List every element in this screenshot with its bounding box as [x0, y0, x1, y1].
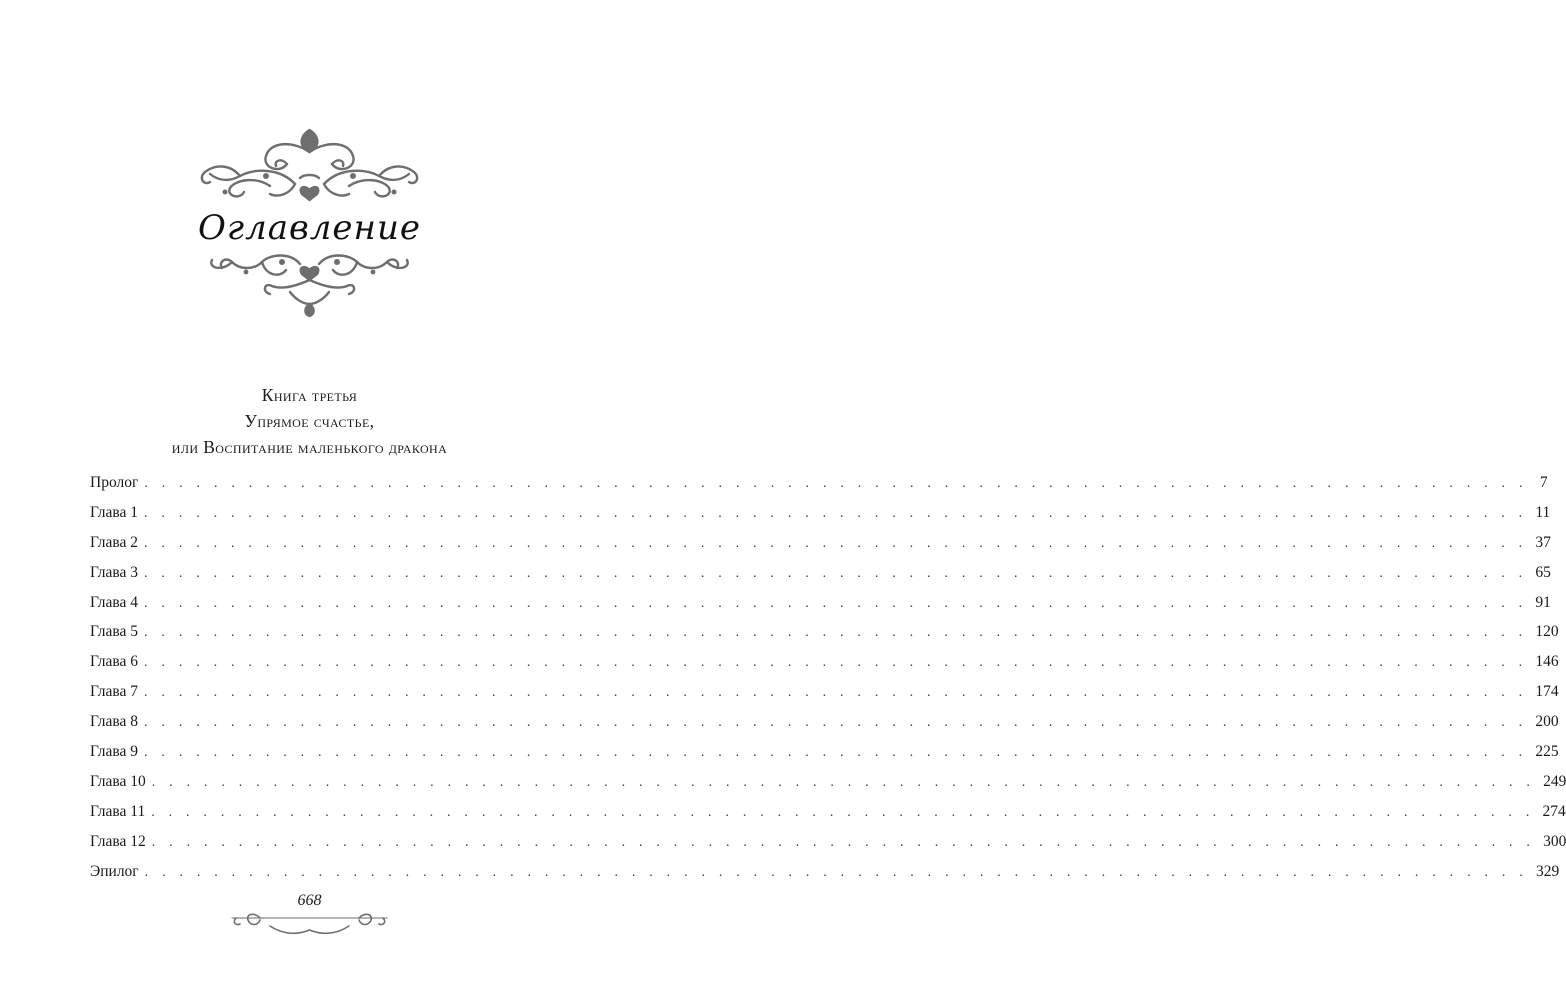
page-title: Оглавление	[198, 208, 421, 248]
toc-entry-page: 146	[1535, 653, 1559, 671]
toc-entry[interactable]	[90, 474, 1548, 504]
toc-entry-page: 7	[1539, 474, 1548, 491]
book-title: Упрямое счастье,	[244, 411, 375, 431]
toc-entry-page: 120	[1535, 623, 1559, 641]
toc-entry-label: Глава 10	[90, 772, 146, 790]
toc-entry-label: Глава 1	[90, 503, 139, 521]
top-ornament	[0, 118, 619, 210]
toc-entry-page: 225	[1535, 743, 1559, 761]
dot-leader: . . . . . . . . . . . . . . . . . . . . . . . . . . . . . . . . . . . . . . . . . . . . . . . . . . . . . . . . . . . . . . . . . . . . . . . . . . . . . . . .	[144, 476, 1528, 491]
dot-leader: . . . . . . . . . . . . . . . . . . . . . . . . . . . . . . . . . . . . . . . . . . . . . . . . . . . . . . . . . . . . . . . . . . . . . . . . . . . . . . . .	[144, 745, 1528, 761]
dot-leader: . . . . . . . . . . . . . . . . . . . . . . . . . . . . . . . . . . . . . . . . . . . . . . . . . . . . . . . . . . . . . . . . . . . . . . . . . . . . . . . .	[144, 595, 1528, 611]
toc-entry-label: Глава 3	[90, 563, 139, 581]
toc-entry-label: Глава 2	[90, 533, 139, 551]
toc-entry-page: 274	[1542, 802, 1566, 820]
toc-entry[interactable]	[90, 772, 1566, 803]
toc-entry-page: 91	[1535, 593, 1551, 611]
dot-leader: . . . . . . . . . . . . . . . . . . . . . . . . . . . . . . . . . . . . . . . . . . . . . . . . . . . . . . . . . . . . . . . . . . . . . . . . . . . . . . . .	[151, 774, 1536, 790]
toc-entry-page: 329	[1535, 862, 1560, 880]
toc-entry[interactable]	[90, 623, 1559, 653]
toc-entry[interactable]	[90, 862, 1560, 893]
dot-leader: . . . . . . . . . . . . . . . . . . . . . . . . . . . . . . . . . . . . . . . . . . . . . . . . . . . . . . . . . . . . . . . . . . . . . . . . . . . . . . . .	[151, 834, 1536, 850]
bottom-ornament	[0, 242, 619, 320]
dot-leader: . . . . . . . . . . . . . . . . . . . . . . . . . . . . . . . . . . . . . . . . . . . . . . . . . . . . . . . . . . . . . . . . . . . . . . . . . . . . . . . .	[144, 864, 1528, 880]
toc-entry-label: Глава 11	[90, 802, 146, 820]
toc-entry-label: Глава 12	[90, 832, 146, 850]
dot-leader: . . . . . . . . . . . . . . . . . . . . . . . . . . . . . . . . . . . . . . . . . . . . . . . . . . . . . . . . . . . . . . . . . . . . . . . . . . . . . . . .	[144, 655, 1528, 671]
toc-entry[interactable]	[90, 832, 1566, 863]
toc-entry-label: Глава 8	[90, 713, 139, 731]
toc-entry-label: Глава 7	[90, 683, 139, 701]
dot-leader: . . . . . . . . . . . . . . . . . . . . . . . . . . . . . . . . . . . . . . . . . . . . . . . . . . . . . . . . . . . . . . . . . . . . . . . . . . . . . . . .	[144, 625, 1528, 641]
page-number: 668	[297, 892, 322, 909]
toc-entry[interactable]	[90, 802, 1566, 833]
toc-entry[interactable]	[90, 503, 1551, 534]
toc-entry-page: 65	[1535, 563, 1551, 581]
toc-entry[interactable]	[90, 713, 1559, 743]
toc-entry[interactable]	[90, 533, 1551, 564]
toc-entry-label: Эпилог	[90, 862, 139, 880]
toc-entry[interactable]	[90, 653, 1559, 683]
toc-entry-label: Пролог	[90, 474, 139, 491]
dot-leader: . . . . . . . . . . . . . . . . . . . . . . . . . . . . . . . . . . . . . . . . . . . . . . . . . . . . . . . . . . . . . . . . . . . . . . . . . . . . . . . .	[144, 505, 1528, 521]
dot-leader: . . . . . . . . . . . . . . . . . . . . . . . . . . . . . . . . . . . . . . . . . . . . . . . . . . . . . . . . . . . . . . . . . . . . . . . . . . . . . . . .	[151, 804, 1535, 820]
dot-leader: . . . . . . . . . . . . . . . . . . . . . . . . . . . . . . . . . . . . . . . . . . . . . . . . . . . . . . . . . . . . . . . . . . . . . . . . . . . . . . . .	[144, 535, 1528, 551]
toc-entry-label: Глава 6	[90, 653, 139, 671]
toc-entry-page: 11	[1535, 503, 1551, 521]
toc-entry[interactable]	[90, 683, 1559, 713]
toc-entry-page: 174	[1535, 683, 1559, 701]
toc-entry-page: 300	[1543, 832, 1566, 850]
toc-entry-label: Глава 9	[90, 743, 139, 761]
toc-entry-page: 200	[1535, 713, 1559, 731]
toc-entry-label: Глава 4	[90, 593, 139, 611]
toc-entry[interactable]	[90, 593, 1551, 624]
dot-leader: . . . . . . . . . . . . . . . . . . . . . . . . . . . . . . . . . . . . . . . . . . . . . . . . . . . . . . . . . . . . . . . . . . . . . . . . . . . . . . . .	[144, 715, 1528, 731]
toc-entry-label: Глава 5	[90, 623, 139, 641]
toc-entry[interactable]	[90, 743, 1559, 773]
dot-leader: . . . . . . . . . . . . . . . . . . . . . . . . . . . . . . . . . . . . . . . . . . . . . . . . . . . . . . . . . . . . . . . . . . . . . . . . . . . . . . . .	[144, 685, 1528, 701]
dot-leader: . . . . . . . . . . . . . . . . . . . . . . . . . . . . . . . . . . . . . . . . . . . . . . . . . . . . . . . . . . . . . . . . . . . . . . . . . . . . . . . .	[144, 565, 1528, 581]
toc-entry-page: 37	[1535, 533, 1551, 551]
book-number: Книга третья	[261, 385, 358, 405]
book-heading	[0, 382, 619, 460]
toc-entry-page: 249	[1543, 772, 1566, 790]
book-subtitle: или Воспитание маленького дракона	[171, 437, 448, 457]
toc-entry[interactable]	[90, 563, 1551, 594]
table-of-contents	[90, 474, 1566, 892]
